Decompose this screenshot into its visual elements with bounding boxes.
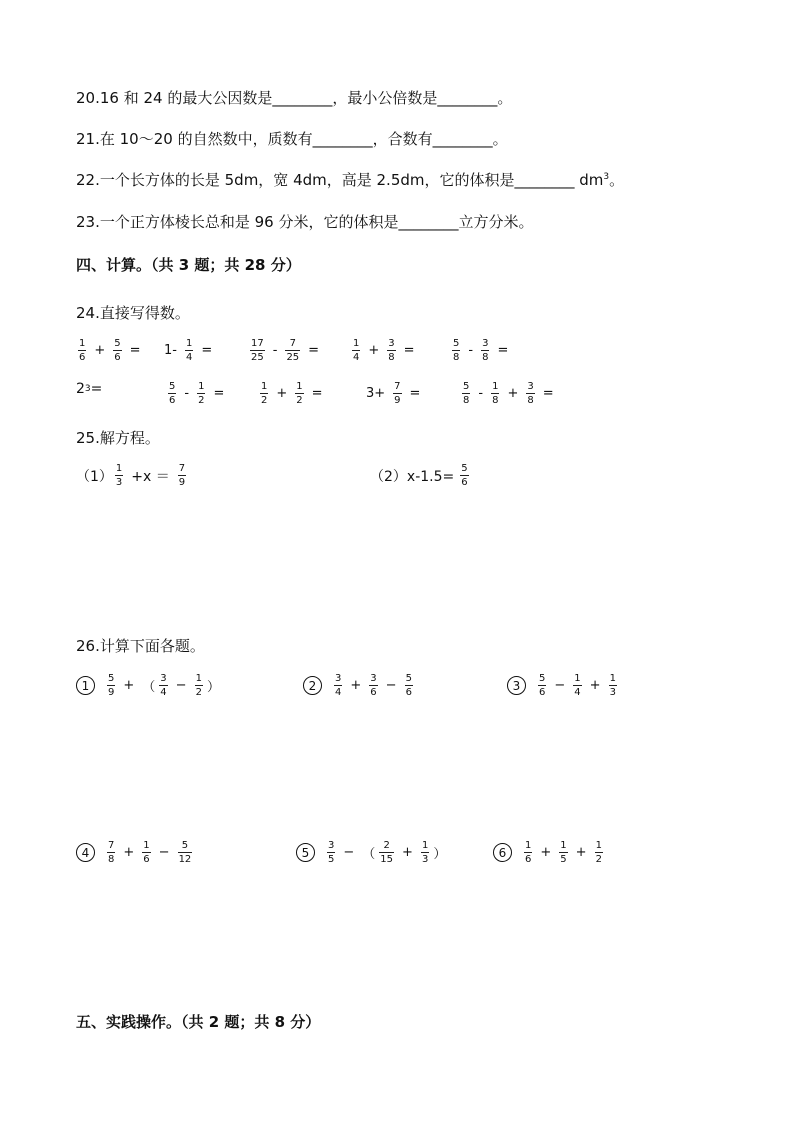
equals: =	[213, 386, 225, 401]
numerator: 1	[195, 673, 202, 684]
fraction	[197, 381, 205, 406]
numerator: 1	[115, 463, 123, 474]
q24-expr-1	[76, 338, 147, 363]
fraction	[78, 338, 86, 363]
fraction	[178, 840, 193, 865]
operator: −	[158, 845, 170, 860]
numerator: 7	[108, 840, 115, 851]
numerator: 3	[328, 840, 335, 851]
fraction	[452, 338, 460, 363]
denominator: 6	[370, 687, 377, 698]
numerator: 5	[539, 673, 546, 684]
equation-middle: +x ＝	[131, 468, 170, 485]
denominator: 3	[421, 854, 429, 865]
numerator: 1	[261, 381, 268, 392]
numerator: 7	[178, 463, 186, 474]
numerator: 5	[405, 673, 412, 684]
fraction	[250, 338, 265, 363]
fraction	[115, 463, 123, 488]
question-22-text: 22.一个长方体的长是 5dm，宽 4dm，高是 2.5dm，它的体积是________ dm	[76, 171, 604, 189]
operator: +	[123, 678, 135, 693]
q24-expr-4	[350, 338, 421, 363]
q24-expr-5	[450, 338, 514, 363]
fraction	[178, 463, 186, 488]
equals: =	[201, 343, 213, 358]
equals: =	[403, 343, 415, 358]
denominator: 2	[296, 395, 303, 406]
operator: +	[94, 343, 106, 358]
fraction	[195, 673, 203, 698]
denominator: 6	[461, 477, 468, 488]
fraction	[405, 673, 413, 698]
numerator: 1	[492, 381, 499, 392]
left-paren: （	[362, 847, 376, 862]
fraction	[573, 673, 581, 698]
fraction	[113, 338, 121, 363]
denominator: 6	[143, 854, 150, 865]
numerator: 1	[296, 381, 303, 392]
operator: +	[350, 678, 362, 693]
left-paren: （	[142, 680, 156, 695]
numerator: 1	[353, 338, 360, 349]
numerator: 5	[169, 381, 176, 392]
q26-item-6	[493, 840, 605, 865]
item-number-circle: 6	[493, 843, 512, 862]
operator: +	[123, 845, 135, 860]
numerator: 1	[609, 673, 616, 684]
numerator: 3	[370, 673, 377, 684]
numerator: 1	[198, 381, 205, 392]
fraction	[462, 381, 470, 406]
fraction	[285, 338, 300, 363]
question-23: 23.一个正方体棱长总和是 96 分米，它的体积是________立方分米。	[76, 213, 534, 231]
fraction	[393, 381, 401, 406]
fraction	[526, 381, 534, 406]
section-4-heading: 四、计算。（共 3 题；共 28 分）	[76, 256, 301, 274]
equals: =	[409, 386, 421, 401]
fraction	[295, 381, 303, 406]
denominator: 3	[609, 687, 616, 698]
numerator: 1	[421, 840, 429, 851]
q24-expr-6: 2 3 =	[76, 381, 103, 397]
numerator: 3	[482, 338, 489, 349]
denominator: 8	[482, 352, 489, 363]
numerator: 1	[79, 338, 86, 349]
fraction	[595, 840, 603, 865]
item-number-circle: 1	[76, 676, 95, 695]
question-24-title: 24.直接写得数。	[76, 304, 190, 322]
denominator: 12	[178, 854, 192, 865]
fraction	[260, 381, 268, 406]
operand: 1-	[164, 343, 177, 358]
fraction	[609, 673, 617, 698]
denominator: 15	[380, 854, 394, 865]
numerator: 3	[160, 673, 167, 684]
operator: −	[175, 678, 187, 693]
operator: +	[368, 343, 380, 358]
denominator: 2	[595, 854, 602, 865]
numerator: 1	[185, 338, 193, 349]
denominator: 5	[560, 854, 567, 865]
q24-expr-8	[258, 381, 329, 406]
q24-expr-10	[460, 381, 560, 406]
denominator: 6	[79, 352, 86, 363]
denominator: 4	[353, 352, 360, 363]
q25-equation-2	[370, 463, 471, 488]
denominator: 4	[574, 687, 581, 698]
right-paren: ）	[206, 680, 220, 695]
operator: +	[507, 386, 519, 401]
fraction	[379, 840, 394, 865]
q24-expr-2	[164, 338, 218, 363]
numerator: 5	[181, 840, 189, 851]
power-base: 2	[76, 381, 85, 397]
operator: +	[402, 845, 413, 860]
numerator: 1	[574, 673, 581, 684]
equals: =	[308, 343, 320, 358]
equals: =	[311, 386, 323, 401]
operator: -	[478, 386, 484, 401]
denominator: 4	[335, 687, 342, 698]
denominator: 8	[108, 854, 115, 865]
fraction	[327, 840, 335, 865]
numerator: 17	[251, 338, 264, 349]
numerator: 5	[463, 381, 470, 392]
q24-expr-7	[166, 381, 230, 406]
operator: -	[184, 386, 190, 401]
numerator: 5	[114, 338, 121, 349]
operator: +	[575, 845, 587, 860]
q26-item-1	[76, 673, 222, 698]
denominator: 6	[169, 395, 176, 406]
fraction	[538, 673, 546, 698]
denominator: 2	[195, 687, 202, 698]
denominator: 2	[261, 395, 268, 406]
fraction	[460, 463, 468, 488]
q26-item-5	[296, 840, 448, 865]
numerator: 5	[108, 673, 115, 684]
q25-equation-1	[76, 463, 188, 488]
fraction	[421, 840, 429, 865]
numerator: 1	[143, 840, 150, 851]
denominator: 2	[198, 395, 205, 406]
item-number-circle: 2	[303, 676, 322, 695]
numerator: 1	[595, 840, 602, 851]
numerator: 1	[560, 840, 567, 851]
numerator: 2	[383, 840, 390, 851]
numerator: 3	[388, 338, 395, 349]
question-20: 20.16 和 24 的最大公因数是________，最小公倍数是________。	[76, 89, 513, 107]
equation-label: （1）	[76, 468, 113, 485]
operand: 3+	[366, 386, 386, 401]
numerator: 5	[453, 338, 460, 349]
denominator: 5	[328, 854, 335, 865]
operator: +	[589, 678, 601, 693]
operator: -	[468, 343, 474, 358]
denominator: 25	[286, 352, 300, 363]
fraction	[107, 840, 115, 865]
fraction	[524, 840, 532, 865]
fraction	[369, 673, 377, 698]
fraction	[491, 381, 499, 406]
section-5-heading: 五、实践操作。（共 2 题；共 8 分）	[76, 1013, 321, 1031]
numerator: 5	[461, 463, 468, 474]
numerator: 3	[527, 381, 534, 392]
denominator: 8	[388, 352, 395, 363]
operator: −	[554, 678, 566, 693]
fraction	[107, 673, 115, 698]
numerator: 3	[335, 673, 342, 684]
operator: −	[343, 845, 355, 860]
equals: =	[542, 386, 554, 401]
question-22-exponent: 3	[603, 172, 610, 182]
denominator: 9	[108, 687, 115, 698]
denominator: 8	[492, 395, 499, 406]
question-26-title: 26.计算下面各题。	[76, 637, 205, 655]
numerator: 7	[289, 338, 296, 349]
item-number-circle: 4	[76, 843, 95, 862]
question-21: 21.在 10～20 的自然数中，质数有________，合数有________。	[76, 130, 508, 148]
numerator: 1	[525, 840, 532, 851]
fraction	[185, 338, 193, 363]
denominator: 8	[463, 395, 470, 406]
denominator: 8	[453, 352, 460, 363]
equals: =	[497, 343, 509, 358]
fraction	[159, 673, 167, 698]
q24-expr-9	[366, 381, 426, 406]
denominator: 25	[251, 352, 264, 363]
item-number-circle: 3	[507, 676, 526, 695]
question-22	[76, 170, 624, 190]
denominator: 3	[115, 477, 123, 488]
q24-expr-3	[248, 338, 325, 363]
denominator: 9	[394, 395, 401, 406]
denominator: 4	[160, 687, 167, 698]
fraction	[481, 338, 489, 363]
numerator: 7	[394, 381, 401, 392]
question-25-title: 25.解方程。	[76, 429, 160, 447]
fraction	[559, 840, 567, 865]
fraction	[387, 338, 395, 363]
equals: =	[90, 381, 103, 397]
denominator: 6	[114, 352, 121, 363]
fraction	[142, 840, 150, 865]
operator: +	[540, 845, 552, 860]
denominator: 9	[178, 477, 186, 488]
right-paren: ）	[433, 847, 447, 862]
operator: +	[276, 386, 288, 401]
q26-item-4	[76, 840, 194, 865]
operator: −	[385, 678, 397, 693]
equals: =	[129, 343, 141, 358]
denominator: 8	[527, 395, 534, 406]
denominator: 6	[525, 854, 532, 865]
fraction	[334, 673, 342, 698]
denominator: 6	[405, 687, 412, 698]
fraction	[168, 381, 176, 406]
denominator: 6	[539, 687, 546, 698]
denominator: 4	[185, 352, 193, 363]
question-22-tail: 。	[609, 171, 625, 189]
q26-item-2	[303, 673, 415, 698]
operator: -	[272, 343, 278, 358]
fraction	[352, 338, 360, 363]
equation-label: （2）x-1.5=	[370, 468, 455, 485]
item-number-circle: 5	[296, 843, 315, 862]
q26-item-3	[507, 673, 619, 698]
